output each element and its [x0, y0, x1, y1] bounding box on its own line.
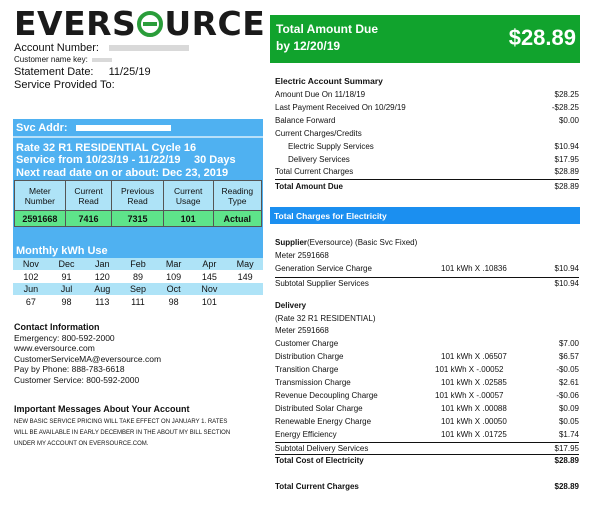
- summary-row: [275, 90, 579, 102]
- col-previous-read: Previous Read: [112, 181, 163, 211]
- service-days: 30 Days: [194, 154, 236, 166]
- summary-label: Balance Forward: [275, 116, 336, 125]
- month-value-row: [13, 295, 263, 308]
- month-value: 98: [49, 295, 85, 308]
- total-due-amount: $28.89: [508, 25, 576, 50]
- summary-label: Amount Due On 11/18/19: [275, 90, 366, 99]
- supplier-label: Supplier: [275, 238, 308, 247]
- month-value: 67: [13, 295, 49, 308]
- charge-label: Transmission Charge: [275, 378, 351, 387]
- statement-date-row: [14, 66, 151, 78]
- charge-row: [275, 339, 579, 351]
- charge-calc: 101 kWh X -.00052: [435, 365, 504, 374]
- charge-label: Transition Charge: [275, 365, 339, 374]
- charge-value: $6.57: [558, 352, 579, 361]
- subtotal-row: [275, 442, 579, 455]
- charge-value: -$0.05: [556, 365, 579, 374]
- month-value: 113: [84, 295, 120, 308]
- charge-value: $0.05: [558, 417, 579, 426]
- total-cost-row: [275, 456, 579, 468]
- total-current-value: $28.89: [554, 482, 579, 491]
- charge-calc: 101 kWh X .00050: [441, 417, 507, 426]
- month-label: Jun: [13, 283, 49, 295]
- monthly-kwh-title: Monthly kWh Use: [16, 245, 108, 257]
- divider: [13, 136, 263, 138]
- customer-name-row: [14, 55, 112, 64]
- monthly-kwh-table: [13, 258, 263, 308]
- eversource-logo: [14, 4, 265, 43]
- contact-email-link[interactable]: CustomerServiceMA@eversource.com: [14, 353, 162, 364]
- subtotal-value: $17.95: [554, 444, 579, 453]
- charge-label: Customer Charge: [275, 339, 339, 348]
- month-label: Nov: [13, 258, 49, 270]
- delivery-heading: [275, 301, 306, 310]
- col-reading-type: Reading Type: [213, 181, 261, 211]
- charge-label: Generation Service Charge: [275, 264, 372, 273]
- previous-read: 7315: [112, 211, 163, 227]
- summary-value: $0.00: [558, 116, 579, 125]
- charge-label: Distributed Solar Charge: [275, 404, 363, 413]
- month-value: 149: [227, 270, 263, 283]
- service-period-row: [16, 154, 236, 166]
- month-value-row: [13, 270, 263, 283]
- subtotal-label: Subtotal Delivery Services: [275, 444, 369, 453]
- total-current-label: Total Current Charges: [275, 482, 359, 491]
- contact-title: Contact Information: [14, 322, 100, 332]
- message-line: WILL BE AVAILABLE IN EARLY DECEMBER IN THE ABOUT MY BILL SECTION: [14, 430, 231, 436]
- account-number-row: [14, 42, 189, 54]
- summary-label: Total Amount Due: [275, 182, 343, 191]
- service-period: Service from 10/23/19 - 11/22/19: [16, 154, 181, 166]
- month-label: May: [227, 258, 263, 270]
- summary-value: $28.25: [554, 90, 579, 99]
- month-value: 89: [120, 270, 156, 283]
- month-label: Mar: [156, 258, 192, 270]
- charge-row: [275, 352, 579, 364]
- month-value: 109: [156, 270, 192, 283]
- month-label: Feb: [120, 258, 156, 270]
- charge-label: Energy Efficiency: [275, 430, 337, 439]
- charge-value: $7.00: [558, 339, 579, 348]
- charge-value: -$0.06: [556, 391, 579, 400]
- next-read-date: Next read date on or about: Dec 23, 2019: [16, 167, 229, 179]
- table-header-row: [15, 181, 262, 211]
- redacted-name-key: [92, 58, 112, 62]
- summary-label: Last Payment Received On 10/29/19: [275, 103, 406, 112]
- month-label: Oct: [156, 283, 192, 295]
- charge-calc: 101 kWh X .01725: [441, 430, 507, 439]
- meter-number: 2591668: [15, 211, 66, 227]
- statement-date-label: Statement Date:: [14, 66, 94, 78]
- charge-value: $10.94: [554, 264, 579, 273]
- charge-label: Revenue Decoupling Charge: [275, 391, 378, 400]
- logo-text-start: EVERS: [14, 4, 137, 43]
- monthly-kwh-use: [13, 244, 263, 308]
- reading-type: Actual: [213, 211, 261, 227]
- summary-row: [275, 167, 579, 179]
- contact-website-link[interactable]: www.eversource.com: [14, 343, 95, 353]
- supplier-detail: (Eversource) (Basic Svc Fixed): [307, 238, 418, 247]
- summary-value: $28.89: [554, 167, 579, 176]
- charge-calc: 101 kWh X .06507: [441, 352, 507, 361]
- charge-row: [275, 417, 579, 429]
- charge-calc: 101 kWh X .10836: [441, 264, 507, 273]
- messages-body: [14, 417, 264, 450]
- col-current-read: Current Read: [65, 181, 112, 211]
- contact-pay-phone: Pay by Phone: 888-783-6618: [14, 364, 125, 374]
- current-usage: 101: [163, 211, 213, 227]
- statement-date-value: 11/25/19: [108, 66, 151, 78]
- charge-row: [275, 365, 579, 377]
- important-messages: [14, 404, 264, 450]
- service-provided-row: [14, 79, 115, 91]
- contact-customer-service: Customer Service: 800-592-2000: [14, 374, 140, 385]
- empty-cell: [227, 295, 263, 308]
- charge-row: [275, 404, 579, 416]
- total-amount-due-box: [270, 15, 580, 63]
- charge-calc: 101 kWh X -.00057: [435, 391, 504, 400]
- subtotal-label: Subtotal Supplier Services: [275, 279, 369, 288]
- month-label: Jul: [49, 283, 85, 295]
- month-label: Jan: [84, 258, 120, 270]
- meter-reading-table: [14, 180, 262, 227]
- month-value: 145: [192, 270, 228, 283]
- charge-calc: 101 kWh X .02585: [441, 378, 507, 387]
- summary-row: [275, 116, 579, 128]
- svc-addr-label: Svc Addr:: [16, 122, 68, 134]
- month-value: 111: [120, 295, 156, 308]
- total-cost-label: Total Cost of Electricity: [275, 456, 364, 465]
- account-summary-title: Electric Account Summary: [275, 76, 383, 86]
- charge-value: $1.74: [558, 430, 579, 439]
- service-provided-label: Service Provided To:: [14, 79, 115, 91]
- total-current-row: [275, 482, 579, 494]
- summary-value: $17.95: [554, 155, 579, 164]
- charge-row: [275, 430, 579, 442]
- month-label: Nov: [192, 283, 228, 295]
- month-value: 101: [192, 295, 228, 308]
- summary-value: $28.89: [554, 182, 579, 191]
- charge-calc: 101 kWh X .00088: [441, 404, 507, 413]
- contact-information: [14, 322, 264, 385]
- summary-row: [275, 129, 579, 141]
- charge-label: Renewable Energy Charge: [275, 417, 372, 426]
- month-header-row: [13, 258, 263, 270]
- col-meter-number: Meter Number: [15, 181, 66, 211]
- supplier-meter: Meter 2591668: [275, 251, 329, 260]
- total-cost-value: $28.89: [554, 456, 579, 465]
- summary-label: Current Charges/Credits: [275, 129, 362, 138]
- delivery-title: Delivery: [275, 301, 307, 310]
- month-value: 102: [13, 270, 49, 283]
- charges-section-header: Total Charges for Electricity: [270, 207, 580, 224]
- summary-value: $10.94: [554, 142, 579, 151]
- charge-value: $2.61: [558, 378, 579, 387]
- current-read: 7416: [65, 211, 112, 227]
- summary-label: Delivery Services: [288, 155, 350, 164]
- supplier-heading: [275, 238, 417, 247]
- svc-addr-row: [16, 122, 171, 134]
- month-value: 120: [84, 270, 120, 283]
- summary-row: [275, 103, 579, 115]
- account-number-label: Account Number:: [14, 42, 99, 54]
- charge-row: [275, 391, 579, 403]
- month-label: Sep: [120, 283, 156, 295]
- summary-row: [275, 142, 579, 154]
- redacted-address: [76, 125, 171, 131]
- summary-value: -$28.25: [551, 103, 579, 112]
- logo-o-icon: [137, 11, 163, 37]
- charge-label: Distribution Charge: [275, 352, 344, 361]
- customer-name-label: Customer name key:: [14, 55, 88, 64]
- redacted-account-number: [109, 45, 189, 51]
- logo-text-end: URCE: [164, 4, 266, 43]
- total-due-label: Total Amount Due: [276, 22, 378, 36]
- messages-title: Important Messages About Your Account: [14, 404, 190, 414]
- total-due-date: by 12/20/19: [276, 39, 341, 53]
- table-row: [15, 211, 262, 227]
- rate-line: Rate 32 R1 RESIDENTIAL Cycle 16: [16, 142, 197, 154]
- message-line: UNDER MY ACCOUNT ON EVERSOURCE.COM.: [14, 441, 149, 447]
- col-current-usage: Current Usage: [163, 181, 213, 211]
- summary-label: Total Current Charges: [275, 167, 354, 176]
- charge-row: [275, 378, 579, 390]
- delivery-meter: Meter 2591668: [275, 326, 329, 335]
- summary-total-row: [275, 179, 579, 193]
- summary-row: [275, 155, 579, 167]
- empty-cell: [227, 283, 263, 295]
- charge-value: $0.09: [558, 404, 579, 413]
- month-label: Dec: [49, 258, 85, 270]
- message-line: NEW BASIC SERVICE PRICING WILL TAKE EFFECT ON JANUARY 1. RATES: [14, 419, 228, 425]
- contact-emergency: Emergency: 800-592-2000: [14, 332, 115, 343]
- month-label: Apr: [192, 258, 228, 270]
- month-label: Aug: [84, 283, 120, 295]
- summary-label: Electric Supply Services: [288, 142, 374, 151]
- month-header-row: [13, 283, 263, 295]
- delivery-rate: (Rate 32 R1 RESIDENTIAL): [275, 314, 376, 323]
- month-value: 98: [156, 295, 192, 308]
- subtotal-row: [275, 277, 579, 290]
- month-value: 91: [49, 270, 85, 283]
- charge-row: [275, 264, 579, 276]
- subtotal-value: $10.94: [554, 279, 579, 288]
